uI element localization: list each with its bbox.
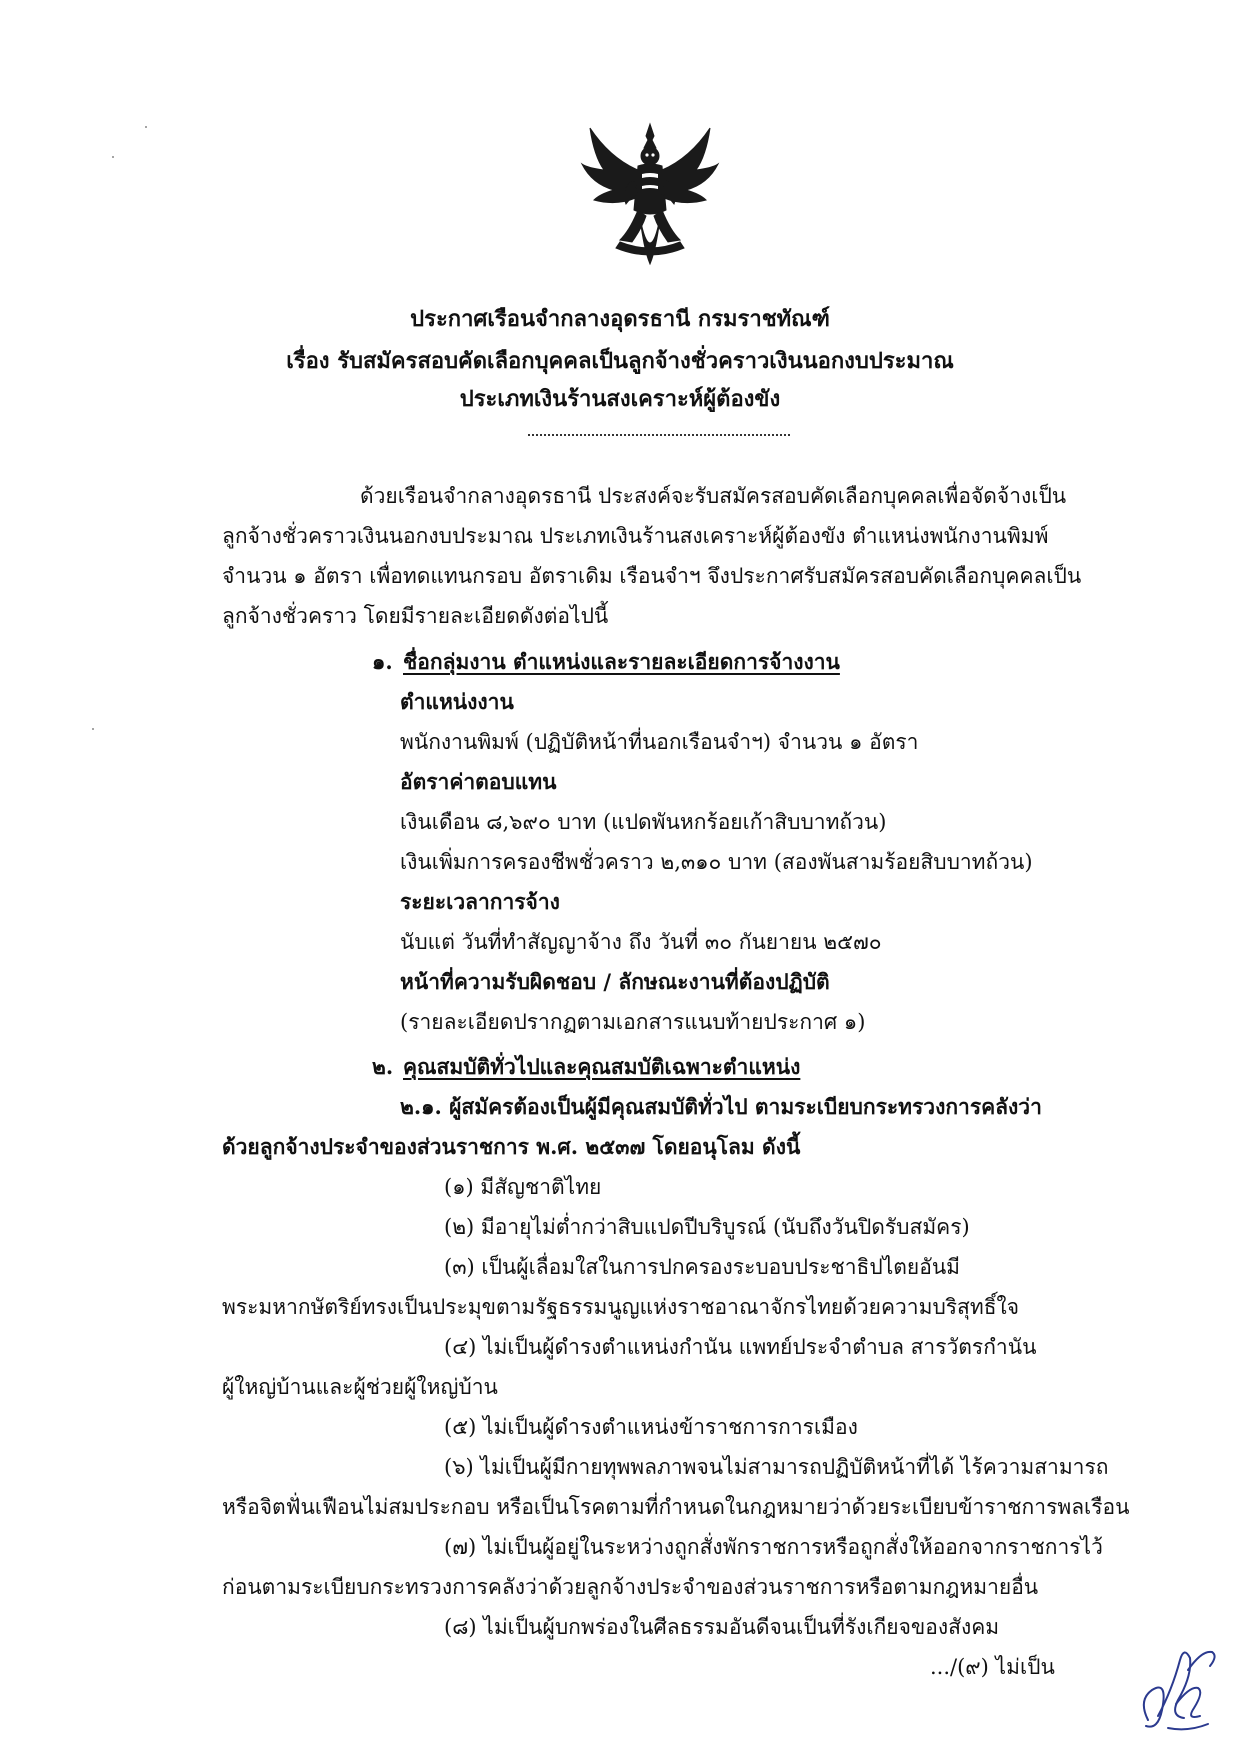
qualification-item-8: (๘) ไม่เป็นผู้บกพร่องในศีลธรรมอันดีจนเป็นที่รังเกียจของสังคม: [444, 1615, 1000, 1639]
section2-1-line2: ด้วยลูกจ้างประจำของส่วนราชการ พ.ศ. ๒๕๓๗ โดยอนุโลม ดังนี้: [222, 1134, 801, 1159]
period-label: ระยะเวลาการจ้าง: [400, 889, 560, 914]
intro-line-2: ลูกจ้างชั่วคราวเงินนอกงบประมาณ ประเภทเงินร้านสงเคราะห์ผู้ต้องขัง ตำแหน่งพนักงานพิมพ์: [222, 524, 1049, 548]
section2-heading: คุณสมบัติทั่วไปและคุณสมบัติเฉพาะตำแหน่ง: [403, 1054, 801, 1079]
qualification-item-2: (๒) มีอายุไม่ต่ำกว่าสิบแปดปีบริบูรณ์ (นับถึงวันปิดรับสมัคร): [444, 1215, 970, 1239]
announcement-subject: เรื่อง รับสมัครสอบคัดเลือกบุคคลเป็นลูกจ้างชั่วคราวเงินนอกงบประมาณ: [286, 348, 954, 374]
qualification-item-7: (๗) ไม่เป็นผู้อยู่ในระหว่างถูกสั่งพักราชการหรือถูกสั่งให้ออกจากราชการไว้: [444, 1535, 1103, 1559]
scan-speck: [112, 156, 114, 158]
duty-value: (รายละเอียดปรากฏตามเอกสารแนบท้ายประกาศ ๑): [400, 1010, 866, 1034]
intro-line-1: ด้วยเรือนจำกลางอุดรธานี ประสงค์จะรับสมัครสอบคัดเลือกบุคคลเพื่อจัดจ้างเป็น: [360, 484, 1067, 508]
qualification-item-4-cont: ผู้ใหญ่บ้านและผู้ช่วยผู้ใหญ่บ้าน: [222, 1375, 498, 1399]
position-label: ตำแหน่งงาน: [400, 689, 514, 714]
qualification-item-4: (๔) ไม่เป็นผู้ดำรงตำแหน่งกำนัน แพทย์ประจำตำบล สารวัตรกำนัน: [444, 1335, 1037, 1359]
duty-label: หน้าที่ความรับผิดชอบ / ลักษณะงานที่ต้องปฏิบัติ: [400, 969, 830, 994]
section1-heading: ชื่อกลุ่มงาน ตำแหน่งและรายละเอียดการจ้างงาน: [403, 649, 840, 674]
pay-extra: เงินเพิ่มการครองชีพชั่วคราว ๒,๓๑๐ บาท (สองพันสามร้อยสิบบาทถ้วน): [400, 850, 1033, 874]
period-value: นับแต่ วันที่ทำสัญญาจ้าง ถึง วันที่ ๓๐ กันยายน ๒๕๗๐: [400, 930, 882, 954]
qualification-item-7-cont: ก่อนตามระเบียบกระทรวงการคลังว่าด้วยลูกจ้างประจำของส่วนราชการหรือตามกฎหมายอื่น: [222, 1575, 1039, 1599]
intro-line-4: ลูกจ้างชั่วคราว โดยมีรายละเอียดดังต่อไปนี้: [222, 604, 609, 628]
qualification-item-1: (๑) มีสัญชาติไทย: [444, 1175, 602, 1199]
position-value: พนักงานพิมพ์ (ปฏิบัติหน้าที่นอกเรือนจำฯ) จำนวน ๑ อัตรา: [400, 730, 919, 754]
scan-speck: [92, 728, 94, 730]
qualification-item-6: (๖) ไม่เป็นผู้มีกายทุพพลภาพจนไม่สามารถปฏิบัติหน้าที่ได้ ไร้ความสามารถ: [444, 1455, 1109, 1479]
qualification-item-3-cont: พระมหากษัตริย์ทรงเป็นประมุขตามรัฐธรรมนูญแห่งราชอาณาจักรไทยด้วยความบริสุทธิ์ใจ: [222, 1295, 1020, 1319]
continuation-note: .../(๙) ไม่เป็น: [930, 1655, 1055, 1679]
announcement-title: ประกาศเรือนจำกลางอุดรธานี กรมราชทัณฑ์: [410, 306, 830, 332]
announcement-subject-line2: ประเภทเงินร้านสงเคราะห์ผู้ต้องขัง: [459, 386, 781, 412]
intro-line-3: จำนวน ๑ อัตรา เพื่อทดแทนกรอบ อัตราเดิม เรือนจำฯ จึงประกาศรับสมัครสอบคัดเลือกบุคคลเป็น: [222, 564, 1082, 588]
handwritten-signature: [1128, 1630, 1228, 1740]
qualification-item-5: (๕) ไม่เป็นผู้ดำรงตำแหน่งข้าราชการการเมือง: [444, 1415, 858, 1439]
qualification-item-3: (๓) เป็นผู้เลื่อมใสในการปกครองระบอบประชาธิปไตยอันมี: [444, 1255, 961, 1279]
pay-label: อัตราค่าตอบแทน: [400, 769, 557, 794]
scan-speck: [145, 126, 147, 128]
dotted-divider: [528, 434, 790, 436]
section2-1-line1: ๒.๑. ผู้สมัครต้องเป็นผู้มีคุณสมบัติทั่วไป ตามระเบียบกระทรวงการคลังว่า: [400, 1094, 1042, 1119]
section2-number: ๒.: [372, 1054, 394, 1079]
garuda-emblem-icon: [580, 118, 720, 270]
section1-number: ๑.: [372, 649, 393, 674]
pay-salary: เงินเดือน ๘,๖๙๐ บาท (แปดพันหกร้อยเก้าสิบบาทถ้วน): [400, 810, 887, 834]
qualification-item-6-cont: หรือจิตฟั่นเฟือนไม่สมประกอบ หรือเป็นโรคตามที่กำหนดในกฎหมายว่าด้วยระเบียบข้าราชการพลเรือน: [222, 1495, 1130, 1519]
